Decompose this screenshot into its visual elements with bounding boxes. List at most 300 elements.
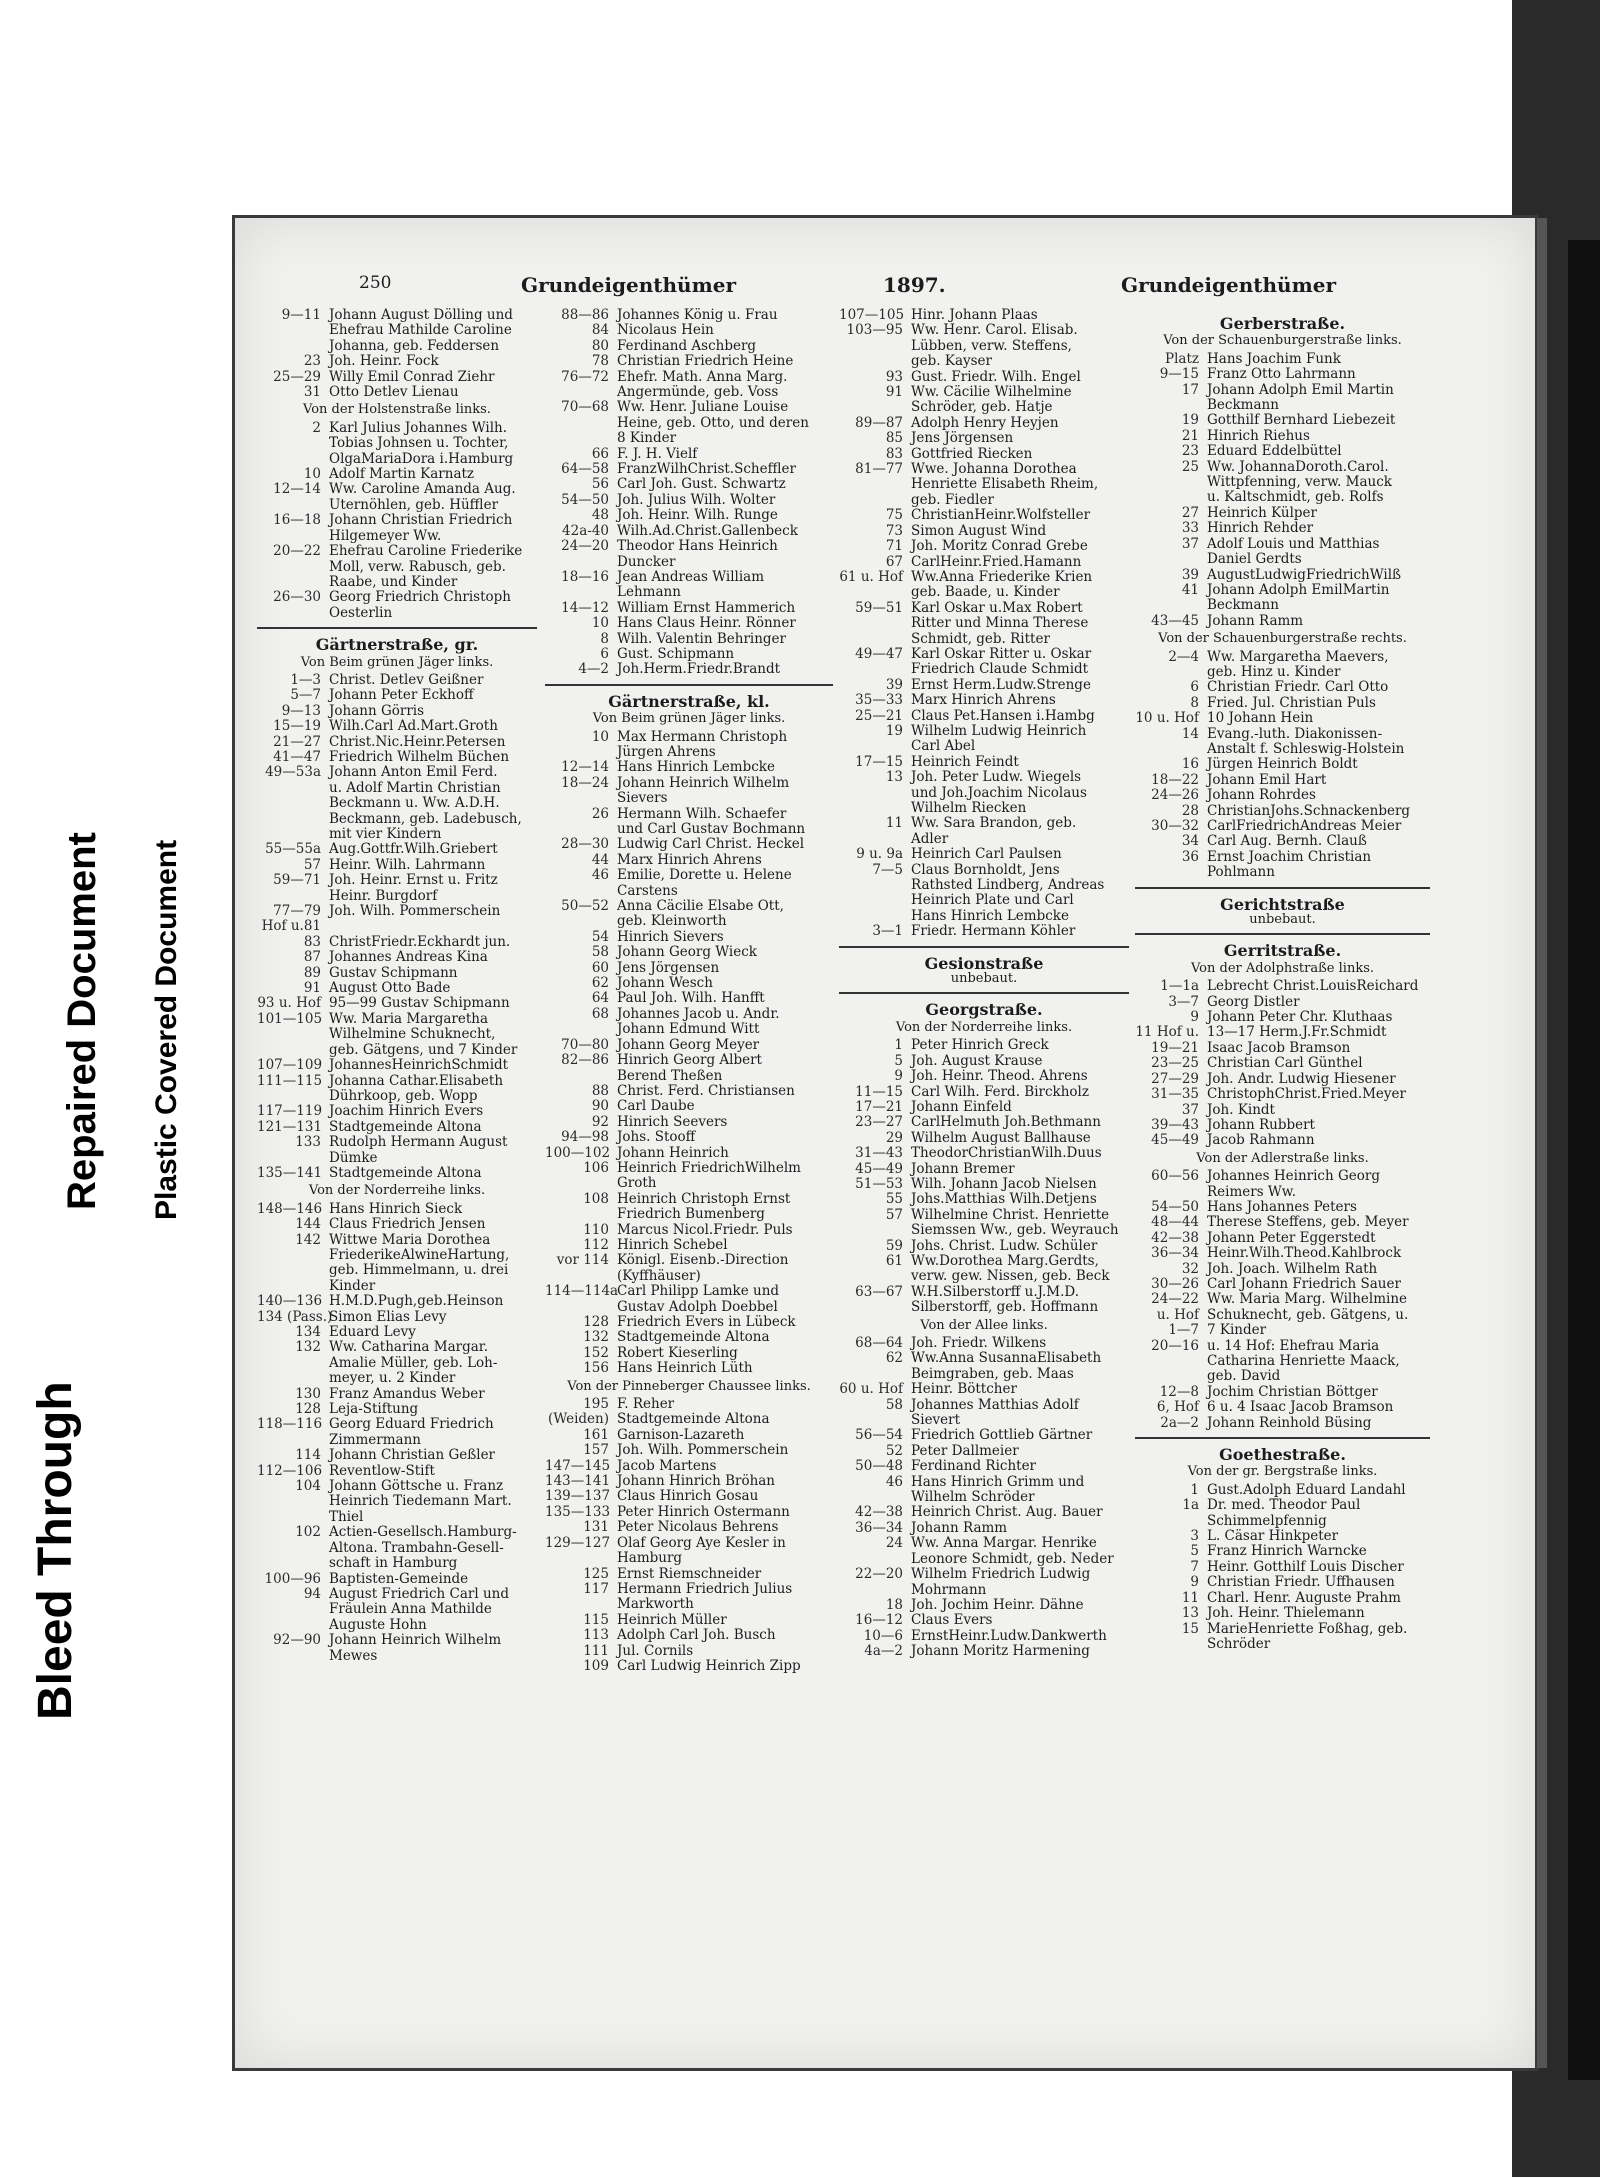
house-number: 24—22 (1151, 1292, 1199, 1308)
owner-name: meyer, u. 2 Kinder (329, 1371, 456, 1387)
owner-name: u. Adolf Martin Christian (329, 780, 501, 796)
owner-name: Joh. Moritz Conrad Grebe (911, 539, 1088, 555)
owner-name: Georg Eduard Friedrich (329, 1417, 494, 1433)
owner-entry (257, 370, 537, 385)
owner-name: geb. Himmelmann, u. drei (329, 1263, 509, 1279)
house-number: 31—43 (855, 1146, 903, 1162)
house-number: vor 114 (556, 1253, 609, 1269)
house-number: 28—30 (561, 837, 609, 853)
house-number: 46 (591, 868, 609, 884)
owner-name: Moll, verw. Rabusch, geb. (329, 559, 506, 575)
owner-entry (1135, 1544, 1430, 1559)
house-number: 107—109 (257, 1058, 323, 1074)
owner-name: Joh. Heinr. Theod. Ahrens (911, 1069, 1088, 1085)
house-number: 18—22 (1151, 772, 1199, 788)
owner-name: Johann Georg Wieck (617, 945, 757, 961)
owner-entry (1135, 1118, 1430, 1133)
owner-entry (545, 837, 833, 852)
owner-name: Wittwe Maria Dorothea (329, 1232, 491, 1248)
owner-name: Lehmann (617, 585, 681, 601)
house-number: 56 (591, 477, 609, 493)
house-number: 50—48 (855, 1459, 903, 1475)
owner-name: Claus Hinrich Gosau (617, 1489, 759, 1505)
owner-entry (257, 1433, 537, 1448)
owner-name: Schmidt, geb. Ritter (911, 631, 1050, 647)
owner-entry (839, 477, 1129, 492)
owner-name: Peter Nicolaus Behrens (617, 1520, 779, 1536)
owner-entry (545, 1161, 833, 1176)
owner-entry (257, 513, 537, 528)
house-number: 11 (1181, 1590, 1199, 1606)
owner-name: Joh. Jochim Heinr. Dähne (911, 1597, 1084, 1613)
owner-name: Joh. Kindt (1207, 1102, 1275, 1118)
owner-name: Ww. Henr. Juliane Louise (617, 400, 789, 416)
owner-entry (839, 524, 1129, 539)
house-number: 21 (1181, 428, 1199, 444)
house-number: 77—79 (273, 904, 321, 920)
house-number: 12—14 (561, 760, 609, 776)
owner-entry (545, 570, 833, 585)
owner-name: Johannes König u. Frau (617, 308, 778, 323)
section-divider (545, 684, 833, 686)
owner-name: Ferdinand Richter (911, 1459, 1037, 1475)
owner-name: Auguste Hohn (329, 1617, 427, 1633)
owner-entry (839, 1269, 1129, 1284)
house-number: 20—22 (273, 544, 321, 560)
owner-entry (839, 1367, 1129, 1382)
owner-entry (545, 976, 833, 991)
house-number: 25—21 (855, 708, 903, 724)
owner-entry (545, 1007, 833, 1022)
owner-name: Reventlow-Stift (329, 1463, 435, 1479)
owner-name: Schimmelpfennig (1207, 1513, 1327, 1529)
house-number: 3—1 (872, 924, 903, 940)
owner-entry (839, 308, 1129, 323)
house-number: 11 Hof u. (1135, 1025, 1199, 1041)
house-number: 161 (583, 1427, 609, 1443)
owner-name: Oesterlin (329, 605, 393, 621)
owner-name: Johann Ramm (1207, 613, 1304, 629)
owner-entry (1135, 598, 1430, 613)
house-number: 9—15 (1159, 367, 1199, 383)
owner-entry (1135, 1529, 1430, 1544)
owner-entry (839, 570, 1129, 585)
owner-entry (545, 1099, 833, 1114)
house-number: 100—96 (264, 1571, 321, 1587)
house-number: 93 (885, 369, 903, 385)
house-number: 60 u. Hof (839, 1382, 903, 1398)
house-number: 7 (1190, 1559, 1199, 1575)
owner-name: Christian Friedr. Uffhausen (1207, 1575, 1395, 1591)
house-number: 8 (600, 631, 609, 647)
owner-name: Wilh. Valentin Behringer (617, 631, 786, 647)
owner-entry (545, 524, 833, 539)
house-number: 135—133 (545, 1504, 611, 1520)
house-number: 42—38 (1151, 1230, 1199, 1246)
owner-name: Joh. August Krause (911, 1053, 1043, 1069)
house-number: Hof u.81 (261, 919, 321, 935)
owner-entry (1135, 1246, 1430, 1261)
house-number: 41—47 (273, 749, 321, 765)
owner-name: Adolph Carl Joh. Busch (617, 1628, 776, 1644)
street-heading: Georgstraße. (925, 1000, 1043, 1020)
owner-name: Wilhelm Ludwig Heinrich (911, 723, 1087, 739)
street-heading: Goethestraße. (1219, 1445, 1346, 1465)
house-number: 45—49 (855, 1161, 903, 1177)
owner-name: Joachim Hinrich Evers (329, 1104, 484, 1120)
owner-name: ErnstHeinr.Ludw.Dankwerth (911, 1628, 1107, 1644)
house-number: 21—27 (273, 734, 321, 750)
house-number: 49—47 (855, 646, 903, 662)
house-number: 131 (583, 1520, 609, 1536)
owner-entry (839, 647, 1129, 662)
owner-entry (1135, 788, 1430, 803)
owner-entry (1135, 850, 1430, 865)
owner-entry (839, 1351, 1129, 1366)
owner-name: Johannes Heinrich Georg (1207, 1169, 1380, 1185)
owner-entry (839, 1254, 1129, 1269)
owner-name: Schuknecht, geb. Gätgens, u. (1207, 1307, 1409, 1323)
house-number: 92—90 (273, 1633, 321, 1649)
owner-entry (839, 1567, 1129, 1582)
owner-name: Carl Joh. Gust. Schwartz (617, 477, 786, 493)
house-number: 27 (1181, 505, 1199, 521)
owner-name: mit vier Kindern (329, 827, 442, 842)
house-number: 24 (885, 1536, 903, 1552)
direction-subheading: Von der Pinneberger Chaussee links. (567, 1378, 811, 1394)
house-number: 3—7 (1168, 994, 1199, 1010)
left-running-title: Grundeigenthümer (521, 273, 736, 297)
owner-entry (545, 745, 833, 760)
owner-name: Wittpfenning, verw. Mauck (1207, 475, 1392, 491)
owner-entry (1135, 398, 1430, 413)
house-number: 23—25 (1151, 1056, 1199, 1072)
owner-entry (1135, 1400, 1430, 1415)
owner-name: Johann Emil Hart (1207, 772, 1327, 788)
owner-name: Sievers (617, 791, 668, 807)
owner-name: Uternöhlen, geb. Hüffler (329, 497, 499, 513)
house-number: 101—105 (257, 1011, 323, 1027)
owner-entry (545, 853, 833, 868)
owner-entry (545, 1361, 833, 1376)
owner-name: Carstens (617, 883, 678, 899)
house-number: 64—58 (561, 462, 609, 478)
house-number: 10 (303, 467, 321, 483)
owner-name: Johanna Cathar.Elisabeth (329, 1073, 504, 1089)
owner-entry (257, 1043, 537, 1058)
house-number: 121—131 (257, 1119, 323, 1135)
owner-name: Pohlmann (1207, 865, 1275, 881)
owner-entry (257, 1417, 537, 1432)
owner-entry (839, 847, 1129, 862)
owner-entry (545, 1428, 833, 1443)
directory-column-1 (257, 308, 537, 1664)
repaired-document-label: Repaired Document (60, 832, 104, 1210)
owner-name: Hinrich Riehus (1207, 428, 1310, 444)
owner-name: Ww.Dorothea Marg.Gerdts, (911, 1253, 1099, 1269)
house-number: 5 (1190, 1544, 1199, 1560)
house-number: 144 (295, 1217, 321, 1233)
owner-entry (545, 416, 833, 431)
owner-entry (839, 863, 1129, 878)
owner-entry (545, 1022, 833, 1037)
house-number: 111—115 (257, 1073, 323, 1089)
house-number: 135—141 (257, 1165, 323, 1181)
house-number: 28 (1181, 803, 1199, 819)
owner-entry (839, 385, 1129, 400)
owner-name: geb. Kayser (911, 354, 992, 370)
house-number: 23—27 (855, 1115, 903, 1131)
owner-entry (257, 1104, 537, 1119)
owner-entry (839, 493, 1129, 508)
house-number: 18—16 (561, 569, 609, 585)
owner-entry (839, 400, 1129, 415)
page-header (235, 273, 1535, 303)
owner-entry (257, 575, 537, 590)
house-number: 140—136 (257, 1294, 323, 1310)
house-number: 9—11 (281, 308, 321, 323)
owner-entry (545, 760, 833, 775)
owner-name: Hans Hinrich Grimm und (911, 1474, 1085, 1490)
house-number: 1—3 (290, 672, 321, 688)
owner-entry (545, 914, 833, 929)
house-number: 39 (1181, 567, 1199, 583)
owner-name: Jochim Christian Böttger (1207, 1384, 1378, 1400)
house-number: 1—1a (1160, 979, 1199, 995)
owner-name: schaft in Hamburg (329, 1556, 458, 1572)
owner-entry (257, 1525, 537, 1540)
owner-entry (1135, 1637, 1430, 1652)
house-number: 143—141 (545, 1474, 611, 1490)
owner-name: Simon Elias Levy (329, 1309, 447, 1325)
owner-entry (545, 1505, 833, 1520)
owner-entry (257, 1074, 537, 1089)
owner-entry (257, 1279, 537, 1294)
house-number: 1 (1190, 1482, 1199, 1498)
owner-name: Christ. Ferd. Christiansen (617, 1083, 795, 1099)
owner-name: Friedrich Gottlieb Gärtner (911, 1428, 1093, 1444)
house-number: 15 (1181, 1621, 1199, 1637)
owner-entry (545, 1459, 833, 1474)
owner-name: Daniel Gerdts (1207, 552, 1302, 568)
owner-entry (839, 1192, 1129, 1207)
owner-name: Heinrich Müller (617, 1612, 727, 1628)
direction-subheading: Von der gr. Bergstraße links. (1187, 1464, 1378, 1480)
owner-entry (257, 560, 537, 575)
owner-name: CarlHeinr.Fried.Hamann (911, 554, 1082, 570)
owner-name: Hermann Wilh. Schaefer (617, 806, 787, 822)
owner-entry (1135, 1010, 1430, 1025)
house-number: 34 (1181, 834, 1199, 850)
house-number: 57 (303, 857, 321, 873)
house-number: 91 (885, 385, 903, 401)
owner-name: Carl Abel (911, 739, 976, 755)
owner-name: Gotthilf Bernhard Liebezeit (1207, 413, 1396, 429)
owner-entry (839, 1413, 1129, 1428)
owner-name: Heinr.Wilh.Theod.Kahlbrock (1207, 1246, 1402, 1262)
owner-name: Beckmann (1207, 598, 1279, 614)
owner-entry (839, 1085, 1129, 1100)
owner-entry (545, 400, 833, 415)
owner-name: Heinrich Carl Paulsen (911, 847, 1062, 863)
owner-name: Ritter und Minna Therese (911, 616, 1089, 632)
street-heading: Gerritstraße. (1223, 941, 1342, 961)
owner-name: geb. Gätgens, und 7 Kinder (329, 1042, 518, 1058)
house-number: 19 (1181, 413, 1199, 429)
owner-name: Ernst Joachim Christian (1207, 849, 1372, 865)
house-number: 62 (885, 1351, 903, 1367)
owner-name: Charl. Henr. Auguste Prahm (1207, 1590, 1401, 1606)
owner-entry (545, 1567, 833, 1582)
owner-entry (545, 1551, 833, 1566)
owner-entry (257, 1356, 537, 1371)
owner-name: 13—17 Herm.J.Fr.Schmidt (1207, 1025, 1387, 1041)
owner-name: Ernst Riemschneider (617, 1566, 762, 1582)
owner-entry (839, 1054, 1129, 1069)
owner-entry (545, 1238, 833, 1253)
owner-entry (1135, 383, 1430, 398)
owner-entry (1135, 1483, 1430, 1498)
house-number: 6, Hof (1156, 1400, 1199, 1416)
owner-entry (839, 1475, 1129, 1490)
owner-name: Ludwig Carl Christ. Heckel (617, 837, 805, 853)
owner-entry (839, 323, 1129, 338)
owner-name: Johann Reinhold Büsing (1207, 1415, 1372, 1431)
owner-entry (545, 1084, 833, 1099)
owner-entry (545, 1536, 833, 1551)
owner-name: Silberstorff, geb. Hoffmann (911, 1300, 1099, 1316)
owner-name: Eduard Eddelbüttel (1207, 444, 1342, 460)
owner-entry (545, 385, 833, 400)
owner-entry (545, 868, 833, 883)
owner-name: Wilh. Johann Jacob Nielsen (911, 1176, 1097, 1192)
owner-name: Heinrich Feindt (911, 754, 1019, 770)
house-number: 85 (885, 431, 903, 447)
house-number: 58 (885, 1397, 903, 1413)
owner-entry (545, 1315, 833, 1330)
house-number: 12—8 (1159, 1384, 1199, 1400)
owner-entry (545, 354, 833, 369)
owner-entry (257, 966, 537, 981)
house-number: (Weiden) (548, 1412, 609, 1428)
owner-name: Wilh.Carl Ad.Mart.Groth (329, 719, 498, 735)
owner-name: Ww. Cäcilie Wilhelmine (911, 385, 1072, 401)
house-number: 148—146 (257, 1201, 323, 1217)
house-number: 1a (1182, 1498, 1199, 1514)
house-number: 67 (885, 554, 903, 570)
owner-name: Ww.Anna SusannaElisabeth (911, 1351, 1102, 1367)
house-number: 88—86 (561, 308, 609, 323)
owner-entry (545, 776, 833, 791)
owner-name: und Carl Gustav Bochmann (617, 822, 806, 837)
owner-name: Johann Edmund Witt (617, 1022, 760, 1038)
owner-entry (1135, 413, 1430, 428)
house-number: 50—52 (561, 899, 609, 915)
house-number: 92 (591, 1114, 609, 1130)
owner-name: OlgaMariaDora i.Hamburg (329, 451, 514, 467)
owner-name: Königl. Eisenb.-Direction (617, 1253, 789, 1269)
house-number: 107—105 (839, 308, 905, 323)
owner-entry (545, 662, 833, 677)
owner-entry (257, 1166, 537, 1181)
owner-entry (839, 1536, 1129, 1551)
owner-name: Anna Cäcilie Elsabe Ott, (617, 899, 784, 915)
owner-entry (257, 482, 537, 497)
owner-entry (257, 354, 537, 369)
house-number: 66 (591, 446, 609, 462)
owner-entry (839, 1613, 1129, 1628)
owner-entry (1135, 819, 1430, 834)
owner-entry (545, 462, 833, 477)
house-number: 10—6 (863, 1628, 903, 1644)
owner-entry (839, 370, 1129, 385)
owner-name: Hermann Friedrich Julius (617, 1581, 793, 1597)
house-number: 48 (591, 508, 609, 524)
house-number: 75 (885, 508, 903, 524)
owner-name: Tobias Johnsen u. Tochter, (329, 436, 509, 452)
house-number: 71 (885, 539, 903, 555)
owner-entry (257, 781, 537, 796)
owner-entry (839, 878, 1129, 893)
owner-name: Heinr. Wilh. Lahrmann (329, 857, 486, 873)
owner-entry (1135, 650, 1430, 665)
section-divider (257, 627, 537, 629)
owner-name: L. Cäsar Hinkpeter (1207, 1529, 1339, 1545)
owner-entry (1135, 1103, 1430, 1118)
owner-name: TheodorChristianWilh.Duus (911, 1146, 1102, 1162)
owner-entry (545, 822, 833, 837)
section-divider (839, 946, 1129, 948)
owner-entry (545, 447, 833, 462)
owner-entry (839, 1490, 1129, 1505)
owner-name: Karl Oskar u.Max Robert (911, 600, 1083, 616)
owner-name: ChristianJohs.Schnackenberg (1207, 803, 1411, 819)
owner-entry (839, 678, 1129, 693)
owner-name: Friedrich Wilhelm Büchen (329, 749, 510, 765)
owner-entry (1135, 1169, 1430, 1184)
direction-subheading: Von der Norderreihe links. (308, 1183, 486, 1199)
owner-name: Ww. Maria Margaretha (329, 1011, 489, 1027)
owner-name: Berend Theßen (617, 1068, 723, 1084)
owner-entry (545, 1412, 833, 1427)
owner-name: Joh. Wilh. Pommerschein (617, 1443, 789, 1459)
house-number: 115 (583, 1612, 609, 1628)
owner-name: Adolf Martin Karnatz (329, 467, 475, 483)
house-number: 114—114a (545, 1284, 619, 1300)
owner-entry (545, 477, 833, 492)
owner-entry (545, 1115, 833, 1130)
owner-name: Georg Friedrich Christoph (329, 590, 511, 606)
book-spine (1537, 218, 1547, 2068)
house-number: 54—50 (1151, 1199, 1199, 1215)
house-number: 128 (295, 1402, 321, 1418)
owner-entry (257, 1233, 537, 1248)
owner-name: Johann Einfeld (911, 1099, 1012, 1115)
house-number: 11—15 (855, 1084, 903, 1100)
owner-entry (1135, 1323, 1430, 1338)
owner-name: Gust.Adolph Eduard Landahl (1207, 1482, 1406, 1498)
owner-name: Joh. Heinr. Ernst u. Fritz (329, 873, 498, 889)
direction-subheading: Von der Adolphstraße links. (1190, 960, 1374, 976)
house-number: 83 (885, 446, 903, 462)
owner-entry (545, 323, 833, 338)
owner-name: Heine, geb. Otto, und deren (617, 415, 809, 431)
owner-entry (257, 323, 537, 338)
owner-name: Wwe. Johanna Dorothea (911, 462, 1077, 478)
owner-entry (257, 1448, 537, 1463)
owner-name: Wilh.Ad.Christ.Gallenbeck (617, 523, 798, 539)
owner-entry (257, 796, 537, 811)
